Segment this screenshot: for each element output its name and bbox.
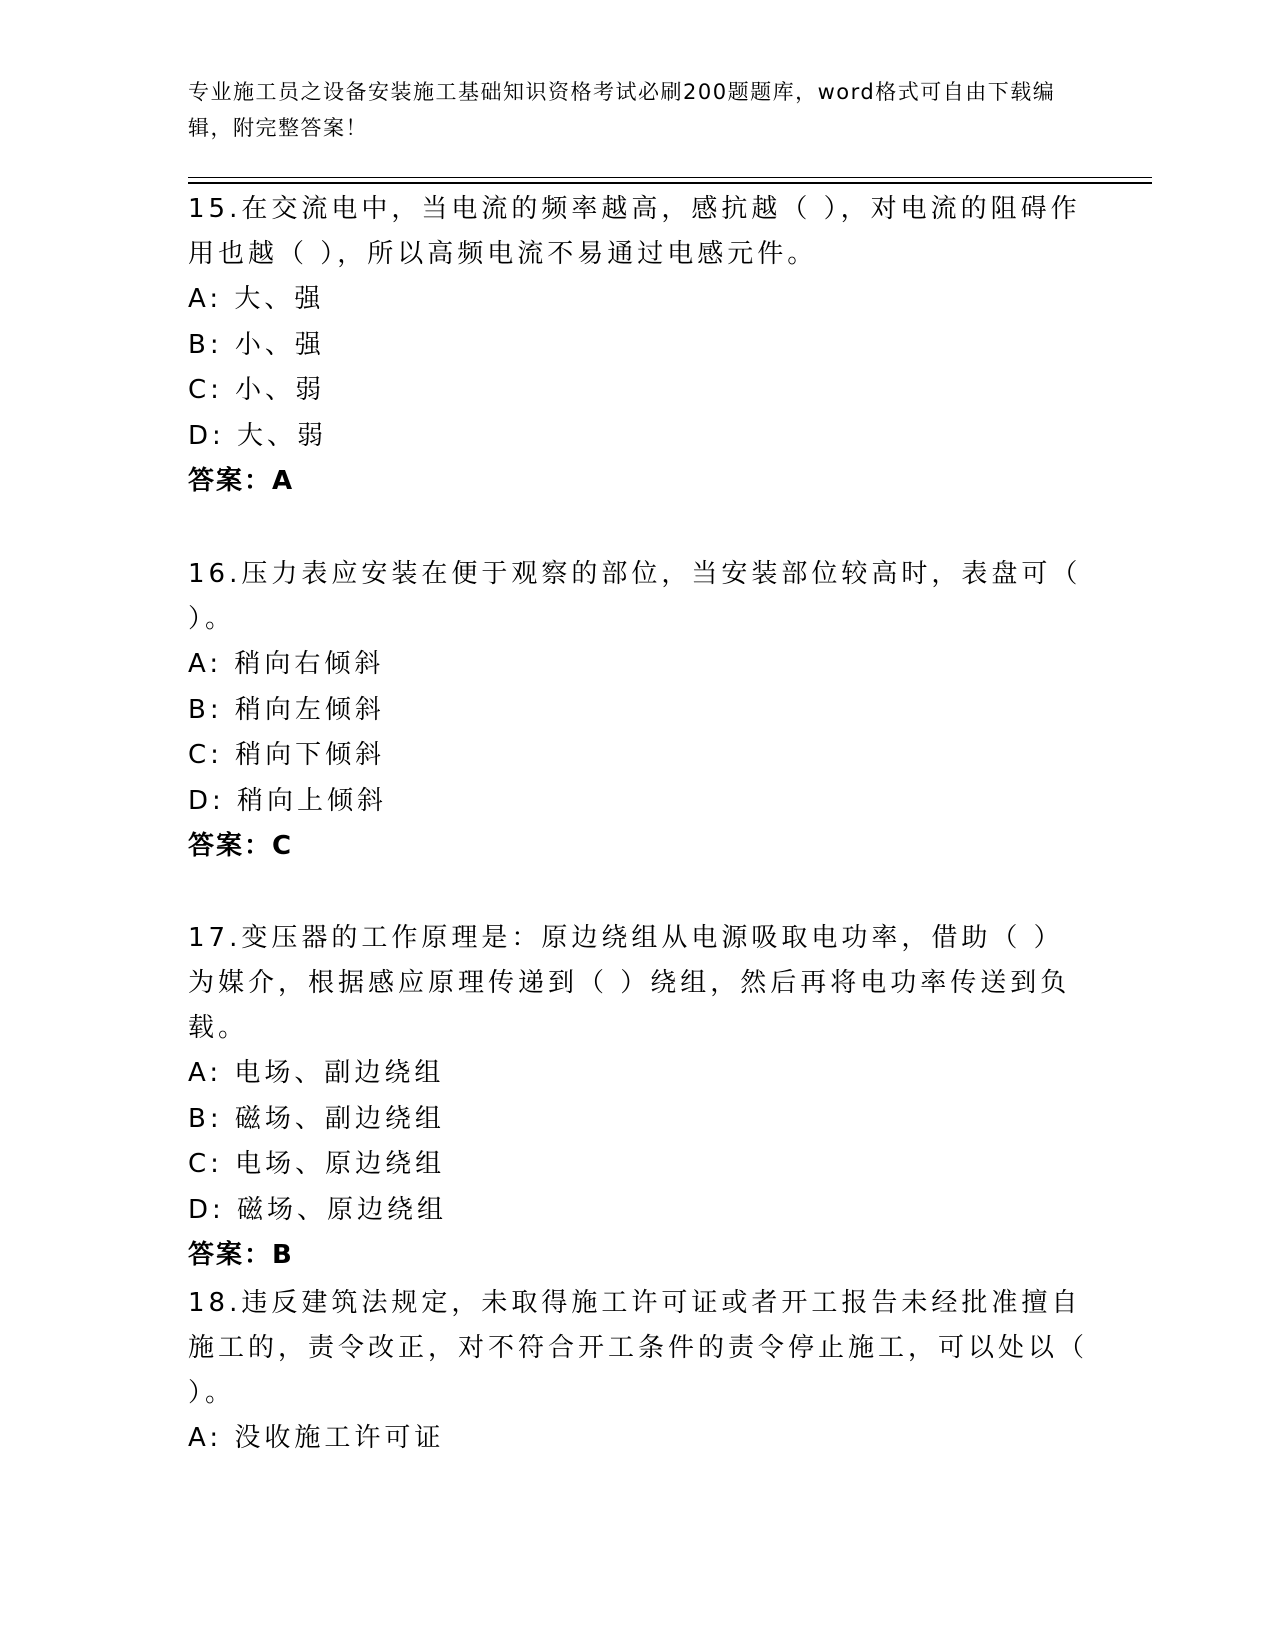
option-b: B: 稍向左倾斜	[188, 694, 385, 725]
option-b: B: 磁场、副边绕组	[188, 1103, 445, 1134]
header-title: 专业施工员之设备安装施工基础知识资格考试必刷200题题库，word格式可自由下载编辑，附完整答案！	[188, 80, 1056, 140]
answer-line: 答案：B	[188, 1240, 294, 1270]
option-c: C: 电场、原边绕组	[188, 1149, 446, 1179]
question-17	[188, 916, 1088, 1278]
option-c: C: 稍向下倾斜	[188, 740, 386, 770]
document-header	[188, 74, 1068, 146]
question-stem: 16.压力表应安装在便于观察的部位，当安装部位较高时，表盘可（ ）。	[188, 559, 1082, 634]
question-stem: 15.在交流电中，当电流的频率越高，感抗越（ ），对电流的阻碍作用也越（ ），所以高频电流不易通过电感元件。	[188, 194, 1081, 269]
option-d: D: 稍向上倾斜	[188, 785, 388, 816]
option-a: A: 大、强	[188, 284, 325, 314]
option-d: D: 大、弱	[188, 420, 328, 451]
option-c: C: 小、弱	[188, 375, 326, 405]
header-divider-top	[188, 177, 1152, 178]
option-a: A: 电场、副边绕组	[188, 1058, 445, 1088]
question-16	[188, 552, 1088, 869]
option-a: A: 没收施工许可证	[188, 1423, 445, 1453]
question-stem: 18.违反建筑法规定，未取得施工许可证或者开工报告未经批准擅自施工的，责令改正，对不符合开工条件的责令停止施工，可以处以（ ）。	[188, 1288, 1089, 1408]
question-15	[188, 187, 1088, 504]
answer-line: 答案：A	[188, 466, 295, 496]
question-18	[188, 1281, 1088, 1462]
answer-line: 答案：C	[188, 831, 294, 861]
question-stem: 17.变压器的工作原理是：原边绕组从电源吸取电功率，借助（ ）为媒介，根据感应原理传递到（ ）绕组，然后再将电功率传送到负载。	[188, 923, 1071, 1043]
option-d: D: 磁场、原边绕组	[188, 1194, 448, 1225]
header-divider-bottom	[188, 182, 1152, 184]
option-a: A: 稍向右倾斜	[188, 649, 385, 679]
option-b: B: 小、强	[188, 329, 325, 360]
